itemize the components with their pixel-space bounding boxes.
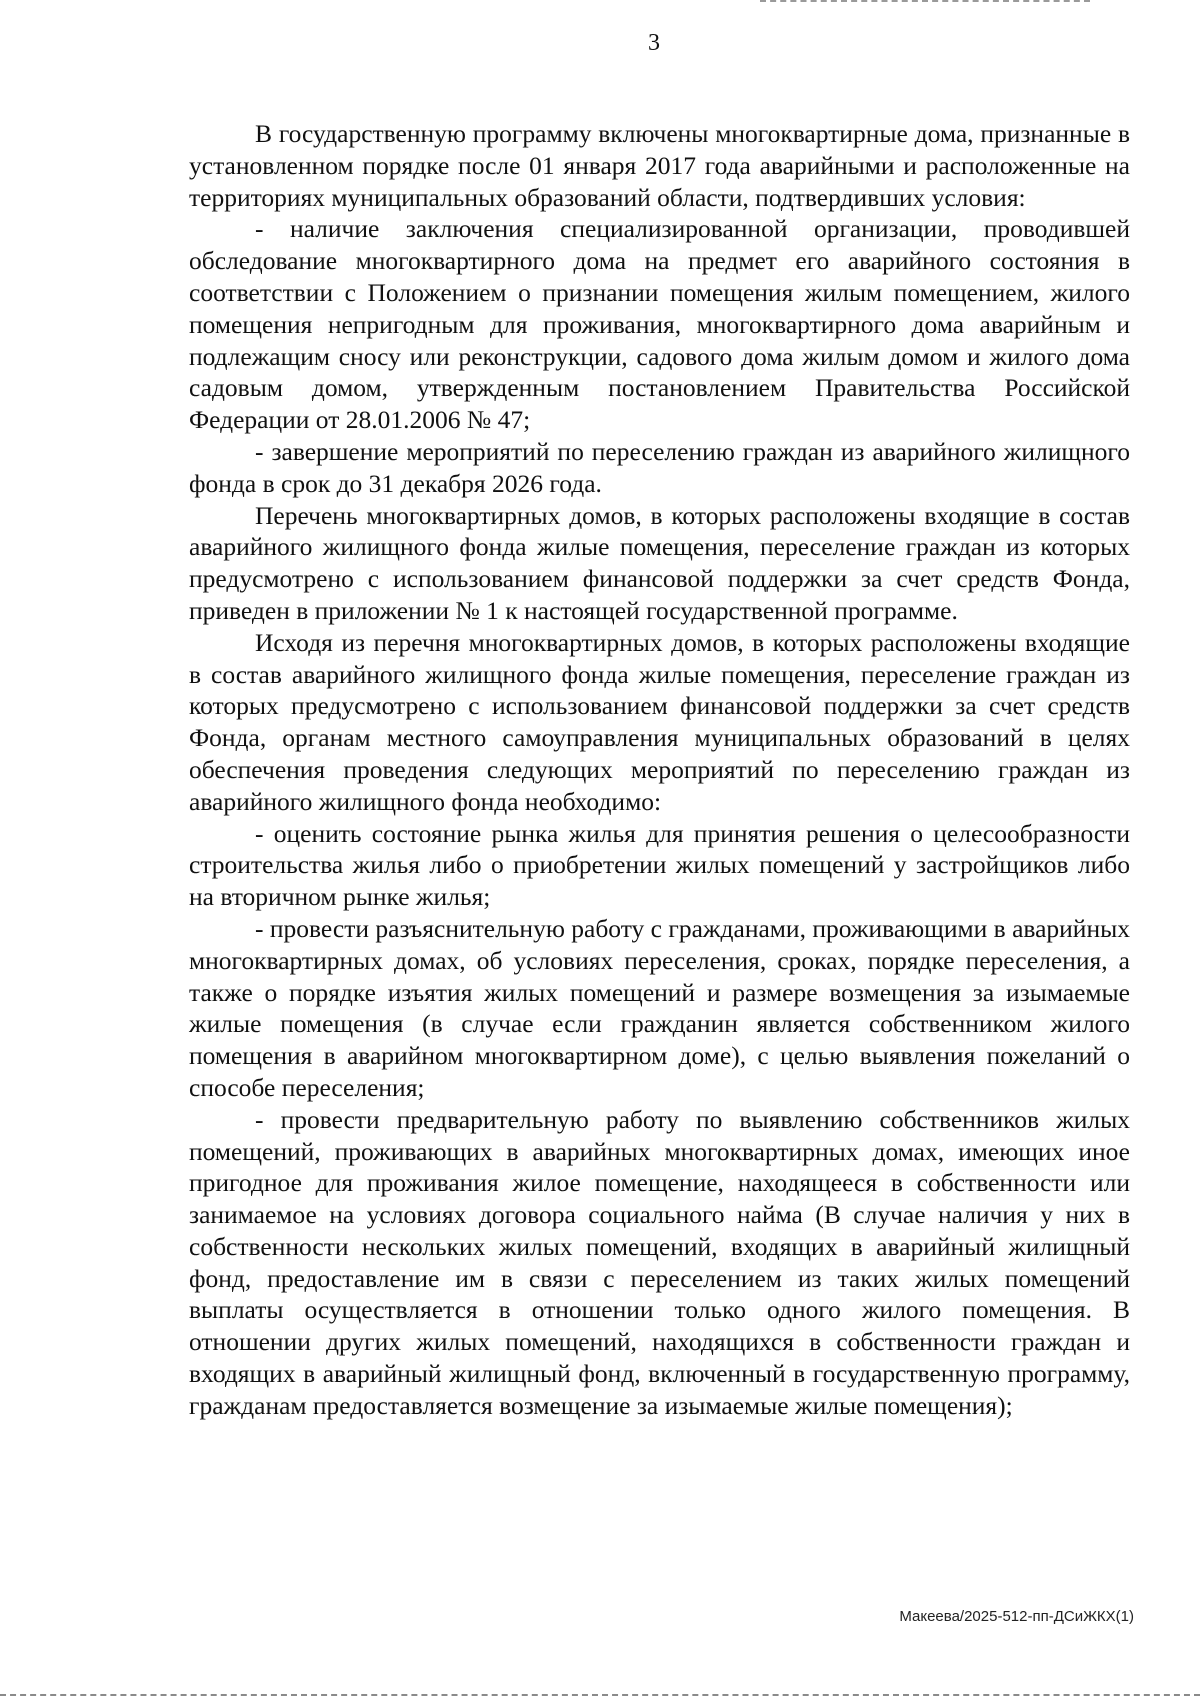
- paragraph-condition-resettlement-deadline: - завершение мероприятий по переселению граждан из аварийного жилищного фонда в срок до 31 декабря 2026 года.: [189, 436, 1130, 498]
- page-number: 3: [648, 30, 660, 56]
- paragraph-building-list-reference: Перечень многоквартирных домов, в которых расположены входящие в состав аварийного жилищного фонда жилые помещения, переселение граждан из которых предусмотрено с использованием финансовой поддержки за счет средств Фонда, приведен в приложении № 1 к настоящей государственной программе.: [189, 500, 1130, 625]
- paragraph-program-inclusion: В государственную программу включены многоквартирные дома, признанные в установленном порядке после 01 января 2017 года аварийными и расположенные на территориях муниципальных образований области, подтвердивших условия:: [189, 119, 1130, 212]
- paragraph-duty-owner-identification: - провести предварительную работу по выявлению собственников жилых помещений, проживающих в аварийных многоквартирных домах, имеющих иное пригодное для проживания жилое помещение, находящееся в собственности или занимаемое на условиях договора социального найма (В случае наличия у них в собственности нескольких жилых помещений, входящих в аварийный жилищный фонд, предоставление им в связи с переселением из таких жилых помещений выплаты осуществляется в отношении только одного жилого помещения. В отношении других жилых помещений, находящихся в собственности граждан и входящих в аварийный жилищный фонд, включенный в государственную программу, гражданам предоставляется возмещение за изымаемые жилые помещения);: [189, 1104, 1130, 1420]
- paragraph-local-authorities-duties: Исходя из перечня многоквартирных домов, в которых расположены входящие в состав аварийного жилищного фонда жилые помещения, переселение граждан из которых предусмотрено с использованием финансовой поддержки за счет средств Фонда, органам местного самоуправления муниципальных образований в целях обеспечения проведения следующих мероприятий по переселению граждан из аварийного жилищного фонда необходимо:: [189, 627, 1130, 816]
- paragraph-duty-market-assessment: - оценить состояние рынка жилья для принятия решения о целесообразности строительства жилья либо о приобретении жилых помещений у застройщиков либо на вторичном рынке жилья;: [189, 818, 1130, 912]
- scan-edge-bottom: [0, 1694, 1200, 1698]
- paragraph-duty-explanatory-work: - провести разъяснительную работу с гражданами, проживающими в аварийных многоквартирных домах, об условиях переселения, сроках, порядке переселения, а также о порядке изъятия жилых помещений и размере возмещения за изымаемые жилые помещения (в случае если гражданин является собственником жилого помещения в аварийном многоквартирном доме), с целью выявления пожеланий о способе переселения;: [189, 913, 1130, 1102]
- document-body: [189, 118, 1130, 1422]
- document-footer-code: Макеева/2025-512-пп-ДСиЖКХ(1): [899, 1608, 1134, 1625]
- paragraph-condition-expert-conclusion: - наличие заключения специализированной организации, проводившей обследование многоквартирного дома на предмет его аварийного состояния в соответствии с Положением о признании помещения жилым помещением, жилого помещения непригодным для проживания, многоквартирного дома аварийным и подлежащим сносу или реконструкции, садового дома жилым домом и жилого дома садовым домом, утвержденным постановлением Правительства Российской Федерации от 28.01.2006 № 47;: [189, 214, 1130, 435]
- scan-edge-top: [760, 0, 1090, 4]
